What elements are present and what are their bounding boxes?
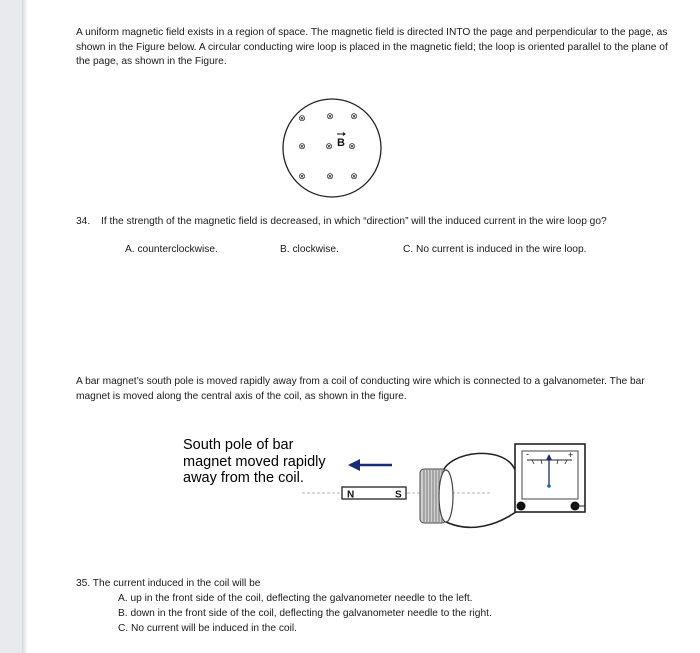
viewer-margin-shadow [22, 0, 28, 653]
meter-plus-label: + [568, 450, 574, 460]
field-into-page-icon: ⊗ [348, 142, 356, 152]
q34-option-b: B. clockwise. [280, 244, 339, 255]
coil-opening [439, 470, 453, 522]
intro-paragraph: A uniform magnetic field exists in a region of space. The magnetic field is directed INTO the page and perpendicular to the page, as shown in the Figure below. A circular conducting wire loop is placed in the magnetic field; the loop is oriented parallel to the plane of the page, as shown in the Figure. [76, 27, 668, 67]
terminal-left [517, 502, 526, 511]
meter-minus-label: - [526, 449, 529, 459]
field-into-page-icon: ⊗ [350, 172, 358, 182]
needle-pivot [547, 484, 551, 488]
q35-option-b: B. down in the front side of the coil, deflecting the galvanometer needle to the right. [118, 608, 492, 619]
field-into-page-icon: ⊗ [298, 142, 306, 152]
question-34 [76, 215, 636, 230]
field-into-page-icon: ⊗ [298, 172, 306, 182]
question-35: 35. The current induced in the coil will be [76, 578, 261, 589]
field-into-page-icon: ⊗ [326, 172, 334, 182]
wire-top [442, 453, 515, 473]
arrow-left-icon [348, 459, 360, 471]
question-text: If the strength of the magnetic field is decreased, in which “direction” will the induced current in the wire loop go? [101, 216, 607, 227]
q34-option-a: A. counterclockwise. [125, 244, 218, 255]
q35-option-a: A. up in the front side of the coil, deflecting the galvanometer needle to the left. [118, 593, 473, 604]
magnet-south-label: S [395, 489, 402, 501]
figure-caption: South pole of bar magnet moved rapidly away from the coil. [183, 437, 326, 486]
loop-figure [272, 88, 392, 208]
field-into-page-icon: ⊗ [350, 112, 358, 122]
q34-option-c: C. No current is induced in the wire loop. [403, 244, 587, 255]
magnet-coil-figure [300, 440, 590, 540]
q35-option-c: C. No current will be induced in the coil. [118, 623, 297, 634]
field-label: B [337, 137, 345, 149]
field-into-page-icon: ⊗ [298, 114, 306, 124]
wire-bottom [442, 508, 521, 527]
field-into-page-icon: ⊗ [326, 112, 334, 122]
intro-paragraph-2: A bar magnet’s south pole is moved rapidly away from a coil of conducting wire which is connected to a galvanometer. The bar magnet is moved along the central axis of the coil, as shown in the figure. [76, 376, 645, 402]
question-number: 34. [76, 216, 91, 227]
viewer-margin [0, 0, 22, 653]
field-into-page-icon: ⊗ [325, 142, 333, 152]
magnet-north-label: N [347, 489, 355, 501]
